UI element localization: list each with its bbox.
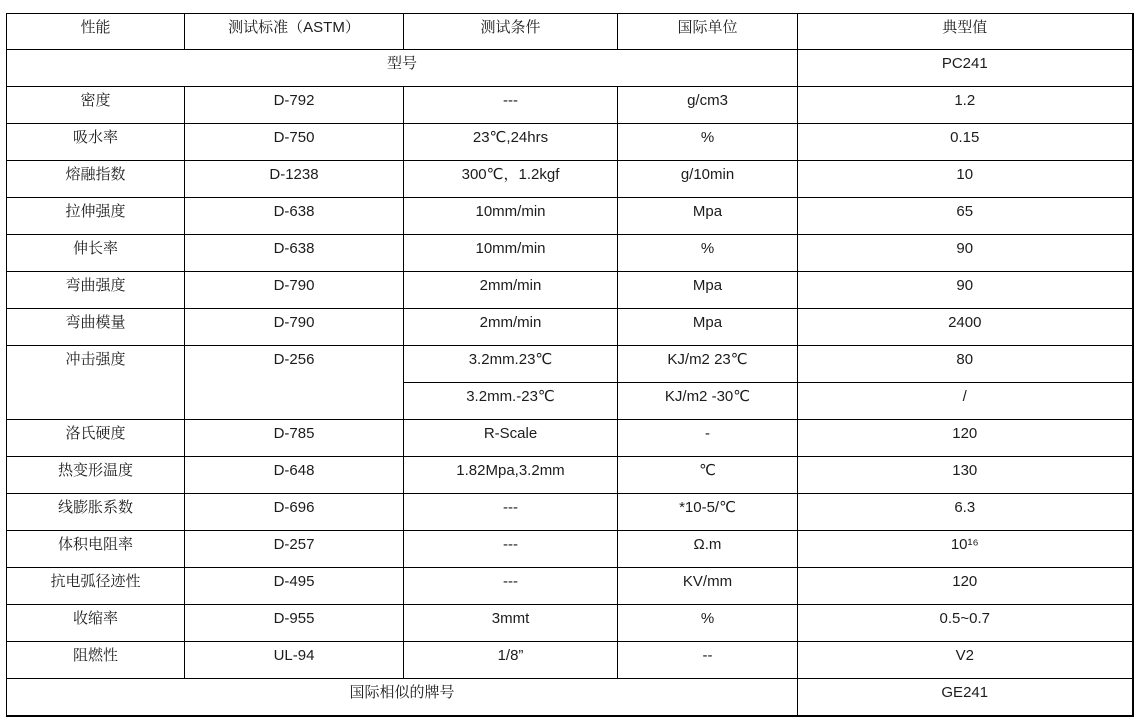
cell-value: 80: [798, 346, 1133, 383]
property-row: [7, 420, 1133, 457]
cell-property: 抗电弧径迹性: [7, 568, 185, 605]
cell-condition: ---: [404, 568, 618, 605]
property-row: [7, 124, 1133, 161]
cell-unit: %: [618, 605, 798, 642]
property-row: [7, 272, 1133, 309]
cell-unit: %: [618, 235, 798, 272]
table-body: [7, 50, 1133, 716]
property-row: [7, 87, 1133, 124]
col-header-standard: 测试标准（ASTM）: [185, 14, 404, 50]
property-row: [7, 568, 1133, 605]
cell-unit: Mpa: [618, 272, 798, 309]
cell-standard: D-785: [185, 420, 404, 457]
cell-condition: ---: [404, 531, 618, 568]
cell-unit: KJ/m2 -30℃: [618, 383, 798, 420]
cell-unit: --: [618, 642, 798, 679]
cell-standard: D-648: [185, 457, 404, 494]
model-label: 型号: [7, 50, 798, 87]
cell-standard: D-495: [185, 568, 404, 605]
col-header-value: 典型值: [798, 14, 1133, 50]
cell-value: 1.2: [798, 87, 1133, 124]
cell-unit: Mpa: [618, 198, 798, 235]
cell-condition: ---: [404, 87, 618, 124]
header-row: [7, 14, 1133, 50]
cell-value: 6.3: [798, 494, 1133, 531]
cell-unit: %: [618, 124, 798, 161]
cell-standard: D-256: [185, 346, 404, 420]
cell-condition: 3.2mm.-23℃: [404, 383, 618, 420]
cell-condition: 23℃,24hrs: [404, 124, 618, 161]
cell-condition: ---: [404, 494, 618, 531]
cell-value: 10: [798, 161, 1133, 198]
cell-property: 伸长率: [7, 235, 185, 272]
property-row: [7, 309, 1133, 346]
cell-property: 洛氏硬度: [7, 420, 185, 457]
similar-grade-value: GE241: [798, 679, 1133, 716]
cell-value: 0.5~0.7: [798, 605, 1133, 642]
cell-property: 收缩率: [7, 605, 185, 642]
property-row: [7, 642, 1133, 679]
cell-value: 120: [798, 420, 1133, 457]
cell-unit: Mpa: [618, 309, 798, 346]
cell-property: 阻燃性: [7, 642, 185, 679]
col-header-unit: 国际单位: [618, 14, 798, 50]
cell-condition: 2mm/min: [404, 272, 618, 309]
cell-standard: D-638: [185, 198, 404, 235]
cell-property: 冲击强度: [7, 346, 185, 420]
cell-value: 90: [798, 235, 1133, 272]
cell-unit: KV/mm: [618, 568, 798, 605]
cell-property: 吸水率: [7, 124, 185, 161]
cell-standard: UL-94: [185, 642, 404, 679]
cell-condition: 1/8”: [404, 642, 618, 679]
property-row: [7, 346, 1133, 383]
cell-property: 线膨胀系数: [7, 494, 185, 531]
property-row: [7, 531, 1133, 568]
cell-condition: 300℃，1.2kgf: [404, 161, 618, 198]
cell-standard: D-638: [185, 235, 404, 272]
cell-value: 90: [798, 272, 1133, 309]
cell-unit: -: [618, 420, 798, 457]
cell-property: 热变形温度: [7, 457, 185, 494]
model-number-row: [7, 50, 1133, 87]
cell-standard: D-955: [185, 605, 404, 642]
cell-condition: R-Scale: [404, 420, 618, 457]
cell-property: 密度: [7, 87, 185, 124]
cell-standard: D-790: [185, 309, 404, 346]
cell-value: 65: [798, 198, 1133, 235]
cell-property: 熔融指数: [7, 161, 185, 198]
cell-standard: D-750: [185, 124, 404, 161]
cell-property: 弯曲强度: [7, 272, 185, 309]
cell-unit: *10-5/℃: [618, 494, 798, 531]
cell-value: 0.15: [798, 124, 1133, 161]
cell-property: 弯曲模量: [7, 309, 185, 346]
cell-standard: D-696: [185, 494, 404, 531]
cell-property: 拉伸强度: [7, 198, 185, 235]
cell-value: /: [798, 383, 1133, 420]
cell-standard: D-790: [185, 272, 404, 309]
similar-grade-row: [7, 679, 1133, 716]
cell-unit: KJ/m2 23℃: [618, 346, 798, 383]
col-header-property: 性能: [7, 14, 185, 50]
cell-value: 10¹⁶: [798, 531, 1133, 568]
cell-unit: Ω.m: [618, 531, 798, 568]
similar-grade-label: 国际相似的牌号: [7, 679, 798, 716]
col-header-condition: 测试条件: [404, 14, 618, 50]
cell-property: 体积电阻率: [7, 531, 185, 568]
property-row: [7, 198, 1133, 235]
cell-standard: D-792: [185, 87, 404, 124]
cell-condition: 1.82Mpa,3.2mm: [404, 457, 618, 494]
cell-unit: g/cm3: [618, 87, 798, 124]
cell-value: 120: [798, 568, 1133, 605]
property-row: [7, 605, 1133, 642]
material-properties-table: [6, 13, 1134, 717]
property-row: [7, 235, 1133, 272]
cell-condition: 3.2mm.23℃: [404, 346, 618, 383]
model-value: PC241: [798, 50, 1133, 87]
cell-value: V2: [798, 642, 1133, 679]
cell-condition: 3mmt: [404, 605, 618, 642]
property-row: [7, 494, 1133, 531]
cell-condition: 2mm/min: [404, 309, 618, 346]
cell-unit: g/10min: [618, 161, 798, 198]
cell-standard: D-1238: [185, 161, 404, 198]
cell-unit: ℃: [618, 457, 798, 494]
cell-condition: 10mm/min: [404, 235, 618, 272]
cell-standard: D-257: [185, 531, 404, 568]
cell-value: 130: [798, 457, 1133, 494]
property-row: [7, 161, 1133, 198]
cell-condition: 10mm/min: [404, 198, 618, 235]
cell-value: 2400: [798, 309, 1133, 346]
property-row: [7, 457, 1133, 494]
